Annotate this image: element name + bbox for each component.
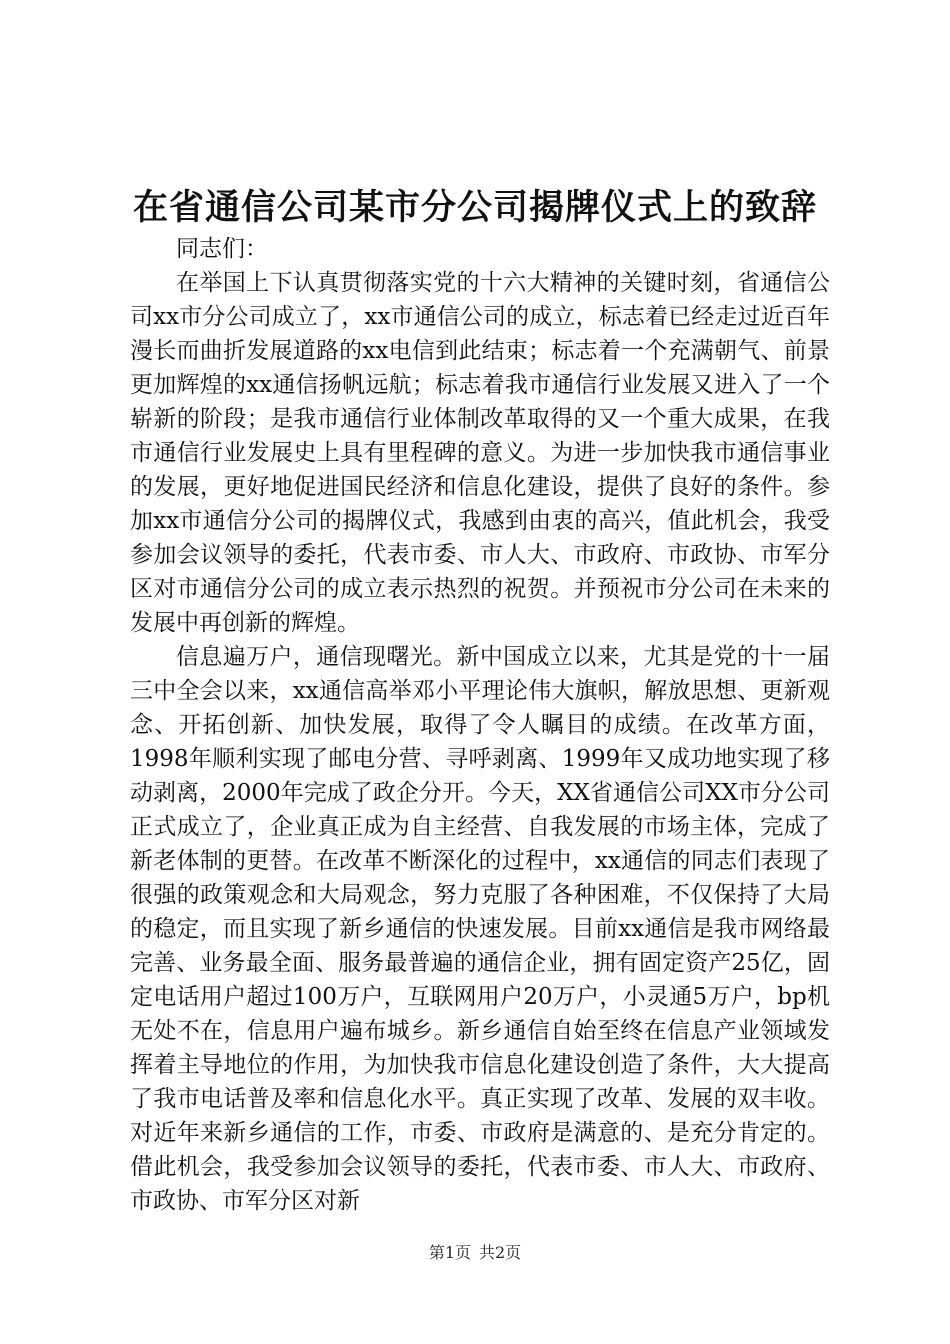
document-title: 在省通信公司某市分公司揭牌仪式上的致辞	[132, 187, 817, 228]
paragraph-1: 在举国上下认真贯彻落实党的十六大精神的关键时刻，省通信公司xx市分公司成立了，xx市通信公司的成立，标志着已经走过近百年漫长而曲折发展道路的xx电信到此结束；标志着一个充满朝气、前景更加辉煌的xx通信扬帆远航；标志着我市通信行业发展又进入了一个崭新的阶段；是我市通信行业体制改革取得的又一个重大成果，在我市通信行业发展史上具有里程碑的意义。为进一步加快我市通信事业的发展，更好地促进国民经济和信息化建设，提供了良好的条件。参加xx市通信分公司的揭牌仪式，我感到由衷的高兴，值此机会，我受参加会议领导的委托，代表市委、市人大、市政府、市政协、市军分区对市通信分公司的成立表示热烈的祝贺。并预祝市分公司在未来的发展中再创新的辉煌。	[130, 270, 830, 636]
paragraph-2: 信息遍万户，通信现曙光。新中国成立以来，尤其是党的十一届三中全会以来，xx通信高举邓小平理论伟大旗帜，解放思想、更新观念、开拓创新、加快发展，取得了令人瞩目的成绩。在改革方面，1998年顺利实现了邮电分营、寻呼剥离、1999年又成功地实现了移动剥离，2000年完成了政企分开。今天，XX省通信公司XX市分公司正式成立了，企业真正成为自主经营、自我发展的市场主体，完成了新老体制的更替。在改革不断深化的过程中，xx通信的同志们表现了很强的政策观念和大局观念，努力克服了各种困难，不仅保持了大局的稳定，而且实现了新乡通信的快速发展。目前xx通信是我市网络最完善、业务最全面、服务最普遍的通信企业，拥有固定资产25亿，固定电话用户超过100万户，互联网用户20万户，小灵通5万户，bp机无处不在，信息用户遍布城乡。新乡通信自始至终在信息产业领域发挥着主导地位的作用，为加快我市信息化建设创造了条件，大大提高了我市电话普及率和信息化水平。真正实现了改革、发展的双丰收。对近年来新乡通信的工作，市委、市政府是满意的、是充分肯定的。借此机会，我受参加会议领导的委托，代表市委、市人大、市政府、市政协、市军分区对新	[130, 644, 830, 1214]
document-body	[130, 232, 830, 1218]
page-footer	[0, 1243, 950, 1263]
salutation: 同志们：	[176, 236, 268, 262]
page-total: 共2页	[479, 1243, 522, 1262]
page-number: 第1页	[428, 1243, 471, 1262]
